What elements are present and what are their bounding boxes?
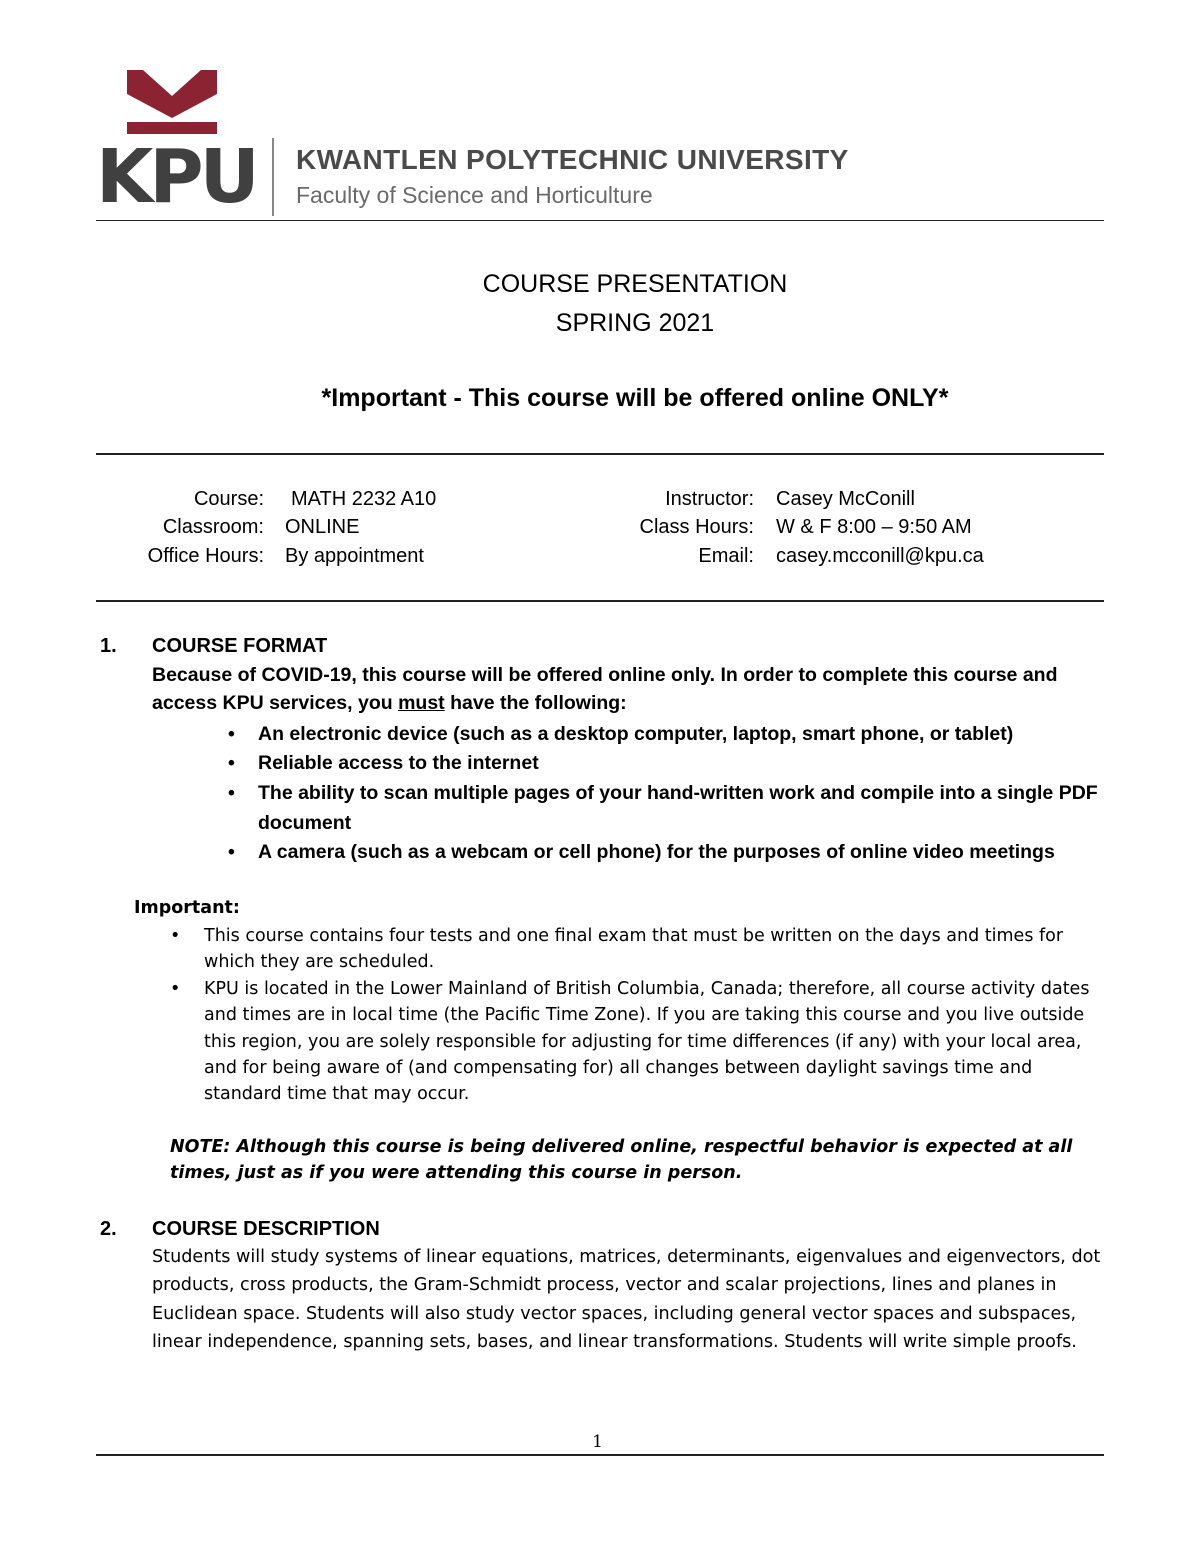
instructor-label: Instructor: bbox=[665, 488, 754, 510]
university-name: KWANTLEN POLYTECHNIC UNIVERSITY bbox=[296, 144, 849, 175]
footer-rule bbox=[96, 1454, 1104, 1456]
document-title: COURSE PRESENTATION bbox=[482, 270, 788, 298]
important-item: • KPU is located in the Lower Mainland of British Columbia, Canada; therefore, all course activity dates and times are in local time (the Pacific Time Zone). If you are taking this course and you live outside this region, you are solely responsible for adjusting for time differences (if any) with your local area, and for being aware of (and compensating for) all changes between daylight savings time and standard time that may occur. bbox=[204, 976, 1104, 1107]
info-top-rule bbox=[96, 453, 1104, 455]
section-2-number: 2. bbox=[100, 1218, 117, 1240]
class-hours-value: W & F 8:00 – 9:50 AM bbox=[776, 516, 972, 538]
course-description: Students will study systems of linear equations, matrices, determinants, eigenvalues and eigenvectors, dot products, cross products, the Gram-Schmidt process, vector and scalar projections, lines and planes in Euclidean space. Students will also study vector spaces, including general vector spaces and subspaces, linear independence, spanning sets, bases, and linear transformations. Students will write simple proofs. bbox=[152, 1247, 1101, 1352]
intro-text-1: Because of COVID-19, this course will be offered online only. In order to complete this course and access KPU services, you bbox=[152, 664, 1058, 714]
bullet-icon: • bbox=[170, 926, 181, 946]
section-1-number: 1. bbox=[100, 635, 117, 657]
bullet-icon: • bbox=[228, 782, 235, 804]
course-value: MATH 2232 A10 bbox=[291, 488, 437, 510]
bullet-icon: • bbox=[228, 723, 235, 745]
section-2-heading: COURSE DESCRIPTION bbox=[152, 1218, 380, 1240]
section-1-intro bbox=[152, 661, 1102, 717]
online-notice: *Important - This course will be offered online ONLY* bbox=[321, 384, 949, 412]
important-label: Important: bbox=[134, 898, 240, 918]
info-bottom-rule bbox=[96, 600, 1104, 602]
semester: SPRING 2021 bbox=[555, 309, 715, 337]
intro-emphasis: must bbox=[398, 692, 445, 714]
important-item: • This course contains four tests and one final exam that must be written on the days and times for which they are scheduled. bbox=[204, 923, 1104, 976]
office-hours-label: Office Hours: bbox=[147, 545, 264, 567]
office-hours-value: By appointment bbox=[285, 545, 424, 567]
classroom-value: ONLINE bbox=[285, 516, 360, 538]
class-hours-label: Class Hours: bbox=[639, 516, 754, 538]
course-label: Course: bbox=[193, 488, 264, 510]
section-1-heading: COURSE FORMAT bbox=[152, 635, 328, 657]
requirement-item: • The ability to scan multiple pages of your hand-written work and compile into a single PDF document bbox=[258, 779, 1108, 838]
header-rule bbox=[96, 220, 1104, 221]
bullet-icon: • bbox=[170, 979, 181, 999]
faculty-name: Faculty of Science and Horticulture bbox=[296, 182, 653, 208]
intro-text-2: have the following: bbox=[444, 692, 627, 714]
email-label: Email: bbox=[698, 545, 754, 567]
kpu-chevron-logo-icon bbox=[127, 70, 217, 136]
instructor-value: Casey McConill bbox=[776, 488, 915, 510]
conduct-note: NOTE: Although this course is being delivered online, respectful behavior is expected at all times, just as if you were attending this course in person. bbox=[170, 1137, 1073, 1184]
header-divider bbox=[272, 138, 274, 216]
bullet-icon: • bbox=[228, 841, 235, 863]
bullet-icon: • bbox=[228, 752, 235, 774]
logo-wordmark: KPU bbox=[96, 134, 256, 220]
requirement-item: • An electronic device (such as a desktop computer, laptop, smart phone, or tablet) bbox=[258, 720, 1108, 750]
requirement-item: • Reliable access to the internet bbox=[258, 749, 1108, 779]
page-number: 1 bbox=[592, 1432, 603, 1452]
classroom-label: Classroom: bbox=[162, 516, 264, 538]
email-value[interactable]: casey.mcconill@kpu.ca bbox=[776, 545, 984, 567]
requirement-item: • A camera (such as a webcam or cell phone) for the purposes of online video meetings bbox=[258, 838, 1108, 868]
